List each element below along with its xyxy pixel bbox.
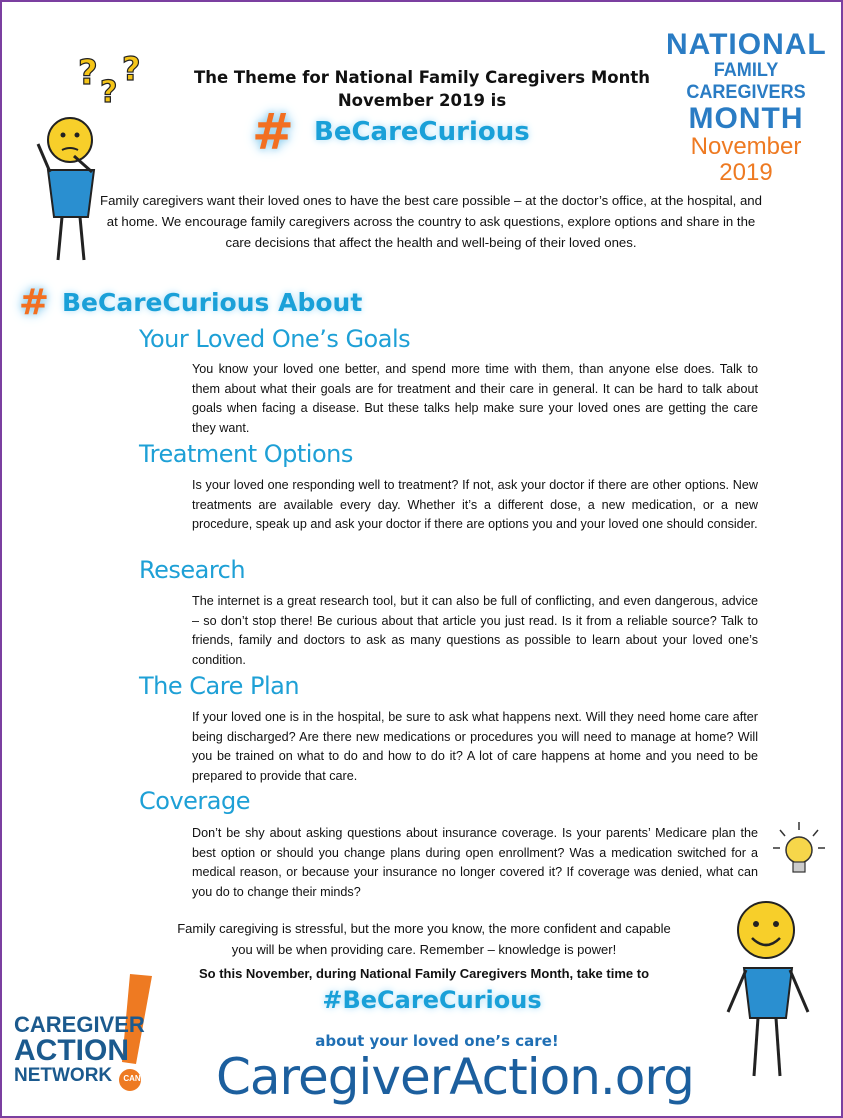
hashtag-icon: #: [18, 281, 50, 323]
closing-line2: you will be when providing care. Remember – knowledge is power!: [231, 942, 617, 957]
can-logo: [14, 972, 164, 1102]
section-title-treatment: Treatment Options: [139, 440, 353, 468]
can-logo-line3: NETWORK: [14, 1065, 113, 1086]
can-logo-line1: CAREGIVER: [14, 1012, 145, 1037]
section-body-care-plan: If your loved one is in the hospital, be sure to ask what happens next. Will they need home care after being discharged? Are there new medications or procedures you will need to manage at home? Will you be trained on what to do and how to do it? A lot of care happens at home and you need to be prepared to provide that care.: [192, 710, 758, 783]
nfcm-logo-line3: MONTH: [688, 102, 804, 135]
can-logo-line2: ACTION: [14, 1034, 129, 1067]
footer-hashtag: [292, 986, 572, 1014]
closing-line1: Family caregiving is stressful, but the more you know, the more confident and capable: [177, 921, 671, 936]
smiling-figure-illustration: [718, 894, 818, 1084]
section-body-treatment: Is your loved one responding well to treatment? If not, ask your doctor if there are other options. New treatments are available every day. Whether it’s a different dose, a new medication, or a new procedure, speak up and ask your doctor if there are options you and your loved one should consider.: [192, 478, 758, 532]
section-title-coverage: Coverage: [139, 787, 250, 815]
section-body-coverage: Don’t be shy about asking questions about insurance coverage. Is your parents’ Medicare plan the best option or should you change plans during open enrollment? Was a medication switched for a medical reason, or because your insurance no longer covered it? If coverage was denied, what can you do to change their minds?: [192, 826, 758, 899]
header-hashtag: [242, 102, 530, 162]
can-badge: CAN: [123, 1074, 141, 1083]
question-mark-icon: ?: [122, 50, 141, 88]
section-title-research: Research: [139, 556, 246, 584]
call-to-action: So this November, during National Family Caregivers Month, take time to: [198, 966, 650, 981]
hashtag-text: BeCareCurious: [314, 117, 530, 147]
nfcm-logo-line4: November 2019: [690, 133, 802, 186]
section-title-care-plan: The Care Plan: [139, 672, 300, 700]
section-title-goals: Your Loved One’s Goals: [139, 325, 411, 353]
tagline: about your loved one’s care!: [315, 1032, 559, 1050]
footer-hashtag-text: #BeCareCurious: [322, 986, 542, 1014]
question-mark-icon: ?: [100, 75, 118, 110]
about-heading: [14, 278, 362, 326]
question-mark-icon: ?: [78, 53, 98, 93]
theme-title-line1: The Theme for National Family Caregivers Month: [193, 68, 651, 87]
nfcm-logo-line2: FAMILY CAREGIVERS: [686, 60, 806, 103]
section-body-research: The internet is a great research tool, but it can also be full of conflicting, and even dangerous, advice – so don’t stop there! Be curious about that article you just read. Is it from a reliable source? Talk to friends, family and doctors to ask as many questions as possible to learn about your loved one’s condition.: [192, 594, 758, 667]
closing-paragraph: [132, 918, 716, 960]
nfcm-logo: [666, 30, 826, 186]
light-bulb-icon: [770, 820, 828, 882]
about-heading-text: BeCareCurious About: [62, 287, 363, 317]
nfcm-logo-line1: NATIONAL: [666, 28, 827, 61]
intro-paragraph: Family caregivers want their loved ones to have the best care possible – at the doctor’s office, at the hospital, and at home. We encourage family caregivers across the country to ask questions, explore options and share in the care decisions that affect the health and well-being of their loved ones.: [100, 193, 762, 250]
website-link[interactable]: CaregiverAction.org: [216, 1048, 694, 1106]
hashtag-icon: #: [252, 103, 294, 161]
section-body-goals: You know your loved one better, and spend more time with them, than anyone else does. Talk to them about what their goals are for treatment and their care in general. It can be hard to talk about goals when facing a disease. But these talks help make sure your loved ones are getting the care they want.: [192, 362, 758, 435]
theme-title-line2: November 2019 is: [337, 91, 507, 110]
